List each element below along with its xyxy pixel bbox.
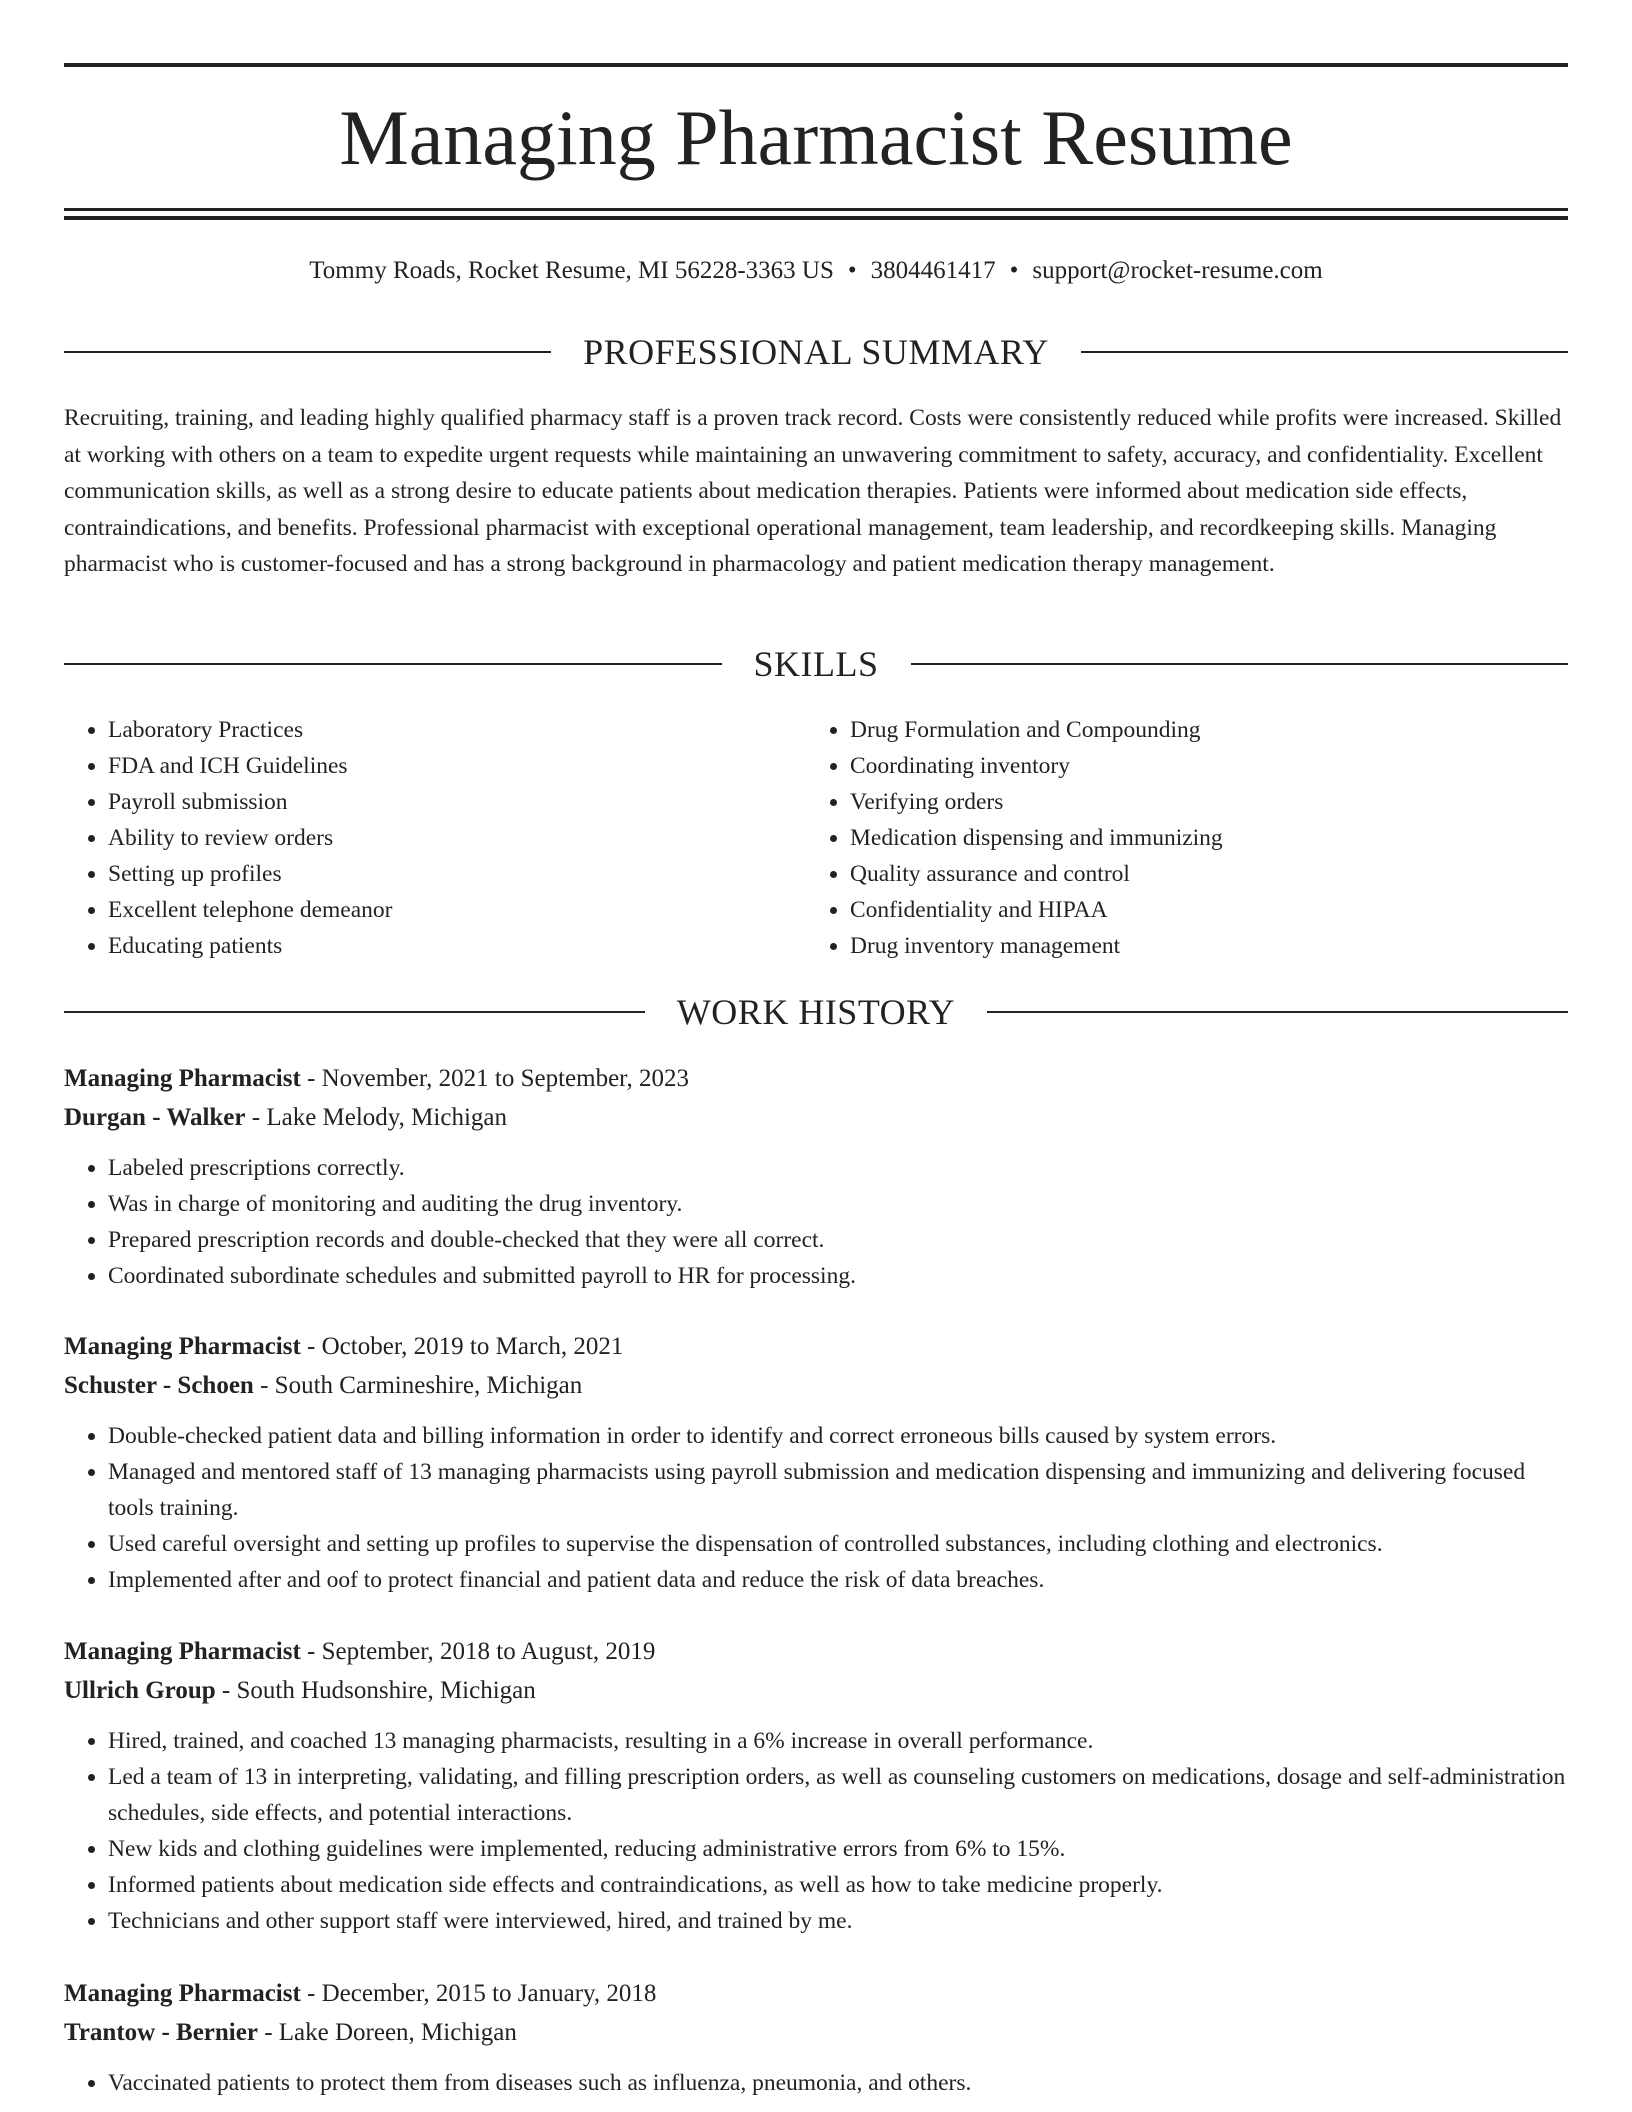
skill-item: • Confidentiality and HIPAA — [850, 892, 1548, 928]
job-entry — [64, 1060, 1568, 1294]
job-title-line — [64, 1060, 1568, 1098]
skill-item: • Medication dispensing and immunizing — [850, 820, 1548, 856]
heading-rule-right — [1081, 351, 1568, 353]
job-employer-line — [64, 1099, 1568, 1137]
skill-item: • Setting up profiles — [108, 856, 806, 892]
job-location: - South Carmineshire, Michigan — [253, 1372, 583, 1399]
contact-separator: • — [1009, 257, 1019, 284]
summary-heading — [64, 330, 1568, 374]
job-duty: • Led a team of 13 in interpreting, validating, and filling prescription orders, as well as counseling customers on medications, dosage and self-administration schedules, side effects, and potential interactions. — [108, 1759, 1568, 1831]
skill-item: • Drug inventory management — [850, 928, 1548, 964]
page-title: Managing Pharmacist Resume — [339, 94, 1293, 181]
job-duty: • New kids and clothing guidelines were implemented, reducing administrative errors from 6% to 15%. — [108, 1831, 1568, 1867]
skill-item: • Verifying orders — [850, 784, 1548, 820]
skills-column-left — [64, 712, 806, 964]
skill-item: • FDA and ICH Guidelines — [108, 748, 806, 784]
job-entry — [64, 1633, 1568, 1939]
job-duties — [64, 1418, 1568, 1598]
job-title: Managing Pharmacist — [64, 1638, 301, 1665]
job-duty: • Managed and mentored staff of 13 managing pharmacists using payroll submission and medication dispensing and immunizing and delivering focused tools training. — [108, 1454, 1568, 1526]
summary-text: Recruiting, training, and leading highly qualified pharmacy staff is a proven track record. Costs were consistently reduced while profits were increased. Skilled at working with others on a team to expedite urgent requests while maintaining an unwavering commitment to safety, accuracy, and confidentiality. Excellent communication skills, as well as a strong desire to educate patients about medication therapies. Patients were informed about medication side effects, contraindications, and benefits. Professional pharmacist with exceptional operational management, team leadership, and recordkeeping skills. Managing pharmacist who is customer-focused and has a strong background in pharmacology and patient medication therapy management. — [64, 405, 1562, 577]
job-title-line — [64, 1328, 1568, 1366]
skills-heading — [64, 642, 1568, 686]
job-location: - South Hudsonshire, Michigan — [215, 1677, 536, 1704]
job-entry — [64, 1328, 1568, 1598]
job-duty: • Technicians and other support staff were interviewed, hired, and trained by me. — [108, 1903, 1568, 1939]
skill-item: • Educating patients — [108, 928, 806, 964]
heading-rule-left — [64, 351, 551, 353]
contact-line — [64, 254, 1568, 288]
skill-item: • Quality assurance and control — [850, 856, 1548, 892]
job-duties — [64, 1150, 1568, 1294]
job-duty: • Labeled prescriptions correctly. — [108, 1150, 1568, 1186]
job-dates: - December, 2015 to January, 2018 — [300, 1980, 657, 2007]
job-company: Trantow - Bernier — [64, 2019, 258, 2046]
job-duty: • Was in charge of monitoring and auditing the drug inventory. — [108, 1186, 1568, 1222]
heading-rule-right — [987, 1011, 1568, 1013]
job-employer-line — [64, 1367, 1568, 1405]
job-dates: - September, 2018 to August, 2019 — [300, 1638, 656, 1665]
job-duty: • Double-checked patient data and billing information in order to identify and correct erroneous bills caused by system errors. — [108, 1418, 1568, 1454]
job-title-line — [64, 1975, 1568, 2013]
skill-item: • Excellent telephone demeanor — [108, 892, 806, 928]
skill-item: • Drug Formulation and Compounding — [850, 712, 1548, 748]
title-double-rule — [64, 208, 1568, 220]
job-title: Managing Pharmacist — [64, 1980, 301, 2007]
contact-email: support@rocket-resume.com — [1032, 257, 1323, 284]
work-history-heading — [64, 990, 1568, 1034]
summary-heading-label: PROFESSIONAL SUMMARY — [583, 332, 1049, 372]
skills-heading-label: SKILLS — [753, 644, 879, 684]
job-company: Ullrich Group — [64, 1677, 216, 1704]
skill-item: • Ability to review orders — [108, 820, 806, 856]
job-duties — [64, 2065, 1568, 2101]
job-company: Durgan - Walker — [64, 1104, 246, 1131]
job-location: - Lake Melody, Michigan — [245, 1104, 507, 1131]
job-duty: • Implemented after and oof to protect financial and patient data and reduce the risk of data breaches. — [108, 1562, 1568, 1598]
contact-separator: • — [847, 257, 857, 284]
job-title-line — [64, 1633, 1568, 1671]
heading-rule-left — [64, 663, 722, 665]
contact-address: Tommy Roads, Rocket Resume, MI 56228-3363 US — [309, 257, 834, 284]
job-entry — [64, 1975, 1568, 2101]
job-employer-line — [64, 2014, 1568, 2052]
job-duty: • Coordinated subordinate schedules and submitted payroll to HR for processing. — [108, 1258, 1568, 1294]
job-title: Managing Pharmacist — [64, 1333, 301, 1360]
job-duty: • Prepared prescription records and double-checked that they were all correct. — [108, 1222, 1568, 1258]
skill-item: • Laboratory Practices — [108, 712, 806, 748]
skills-list — [64, 712, 1568, 964]
skill-item: • Payroll submission — [108, 784, 806, 820]
heading-rule-left — [64, 1011, 645, 1013]
job-duty: • Used careful oversight and setting up profiles to supervise the dispensation of controlled substances, including clothing and electronics. — [108, 1526, 1568, 1562]
job-duty: • Hired, trained, and coached 13 managing pharmacists, resulting in a 6% increase in overall performance. — [108, 1723, 1568, 1759]
work-history-heading-label: WORK HISTORY — [676, 992, 956, 1032]
heading-rule-right — [911, 663, 1569, 665]
job-duties — [64, 1723, 1568, 1939]
job-duty: • Informed patients about medication side effects and contraindications, as well as how to take medicine properly. — [108, 1867, 1568, 1903]
job-dates: - October, 2019 to March, 2021 — [300, 1333, 624, 1360]
contact-phone: 3804461417 — [870, 257, 996, 284]
job-employer-line — [64, 1672, 1568, 1710]
job-dates: - November, 2021 to September, 2023 — [300, 1065, 689, 1092]
skill-item: • Coordinating inventory — [850, 748, 1548, 784]
job-duty: • Vaccinated patients to protect them from diseases such as influenza, pneumonia, and others. — [108, 2065, 1568, 2101]
job-company: Schuster - Schoen — [64, 1372, 254, 1399]
top-rule — [64, 63, 1568, 67]
job-title: Managing Pharmacist — [64, 1065, 301, 1092]
skills-column-right — [806, 712, 1548, 964]
job-location: - Lake Doreen, Michigan — [257, 2019, 517, 2046]
